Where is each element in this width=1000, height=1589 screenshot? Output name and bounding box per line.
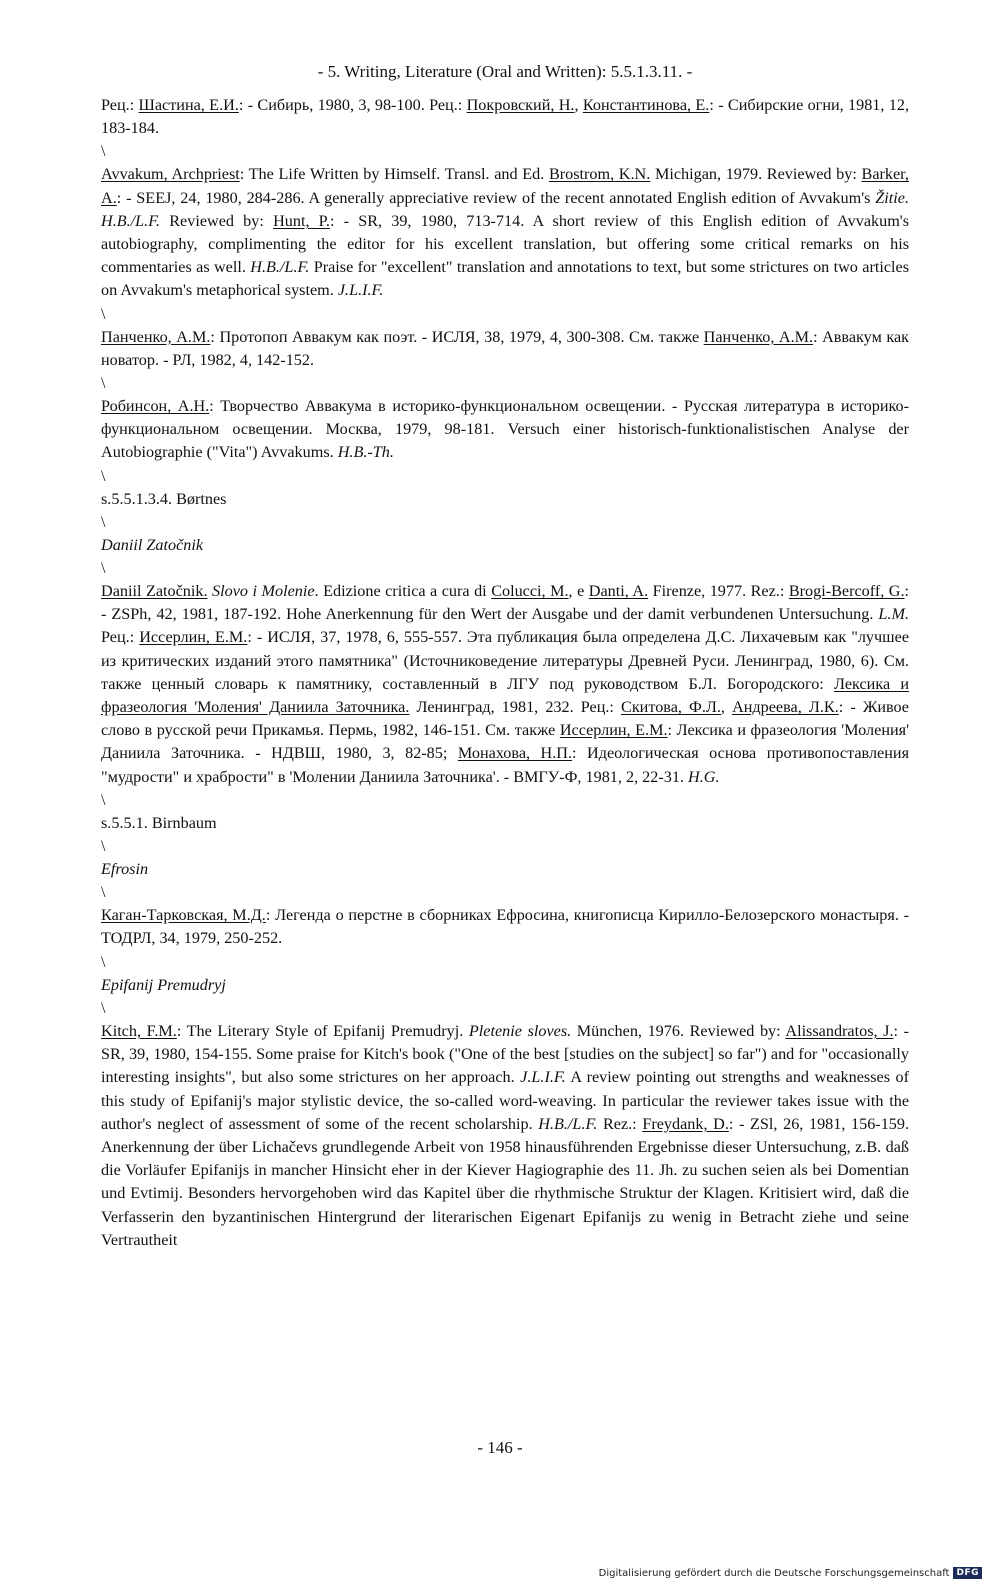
entry-text: : - SEEJ, 24, 1980, 284-286. A generally appreciative review of the recent annotated English edition of Avvakum's <box>116 188 876 207</box>
entry-text: : Идеологическая основа противопоставления "мудрости" и храбрости" в 'Молении Даниила Заточника'. - ВМГУ-Ф, 1981, 2, 22-31. <box>101 744 910 786</box>
entry-separator: \ <box>101 791 106 809</box>
entry-title-italic: Epifanij Premudryj <box>101 975 226 994</box>
entry-text: : The Literary Style of Epifanij Premudryj. <box>176 1021 469 1040</box>
bibliography-entry <box>101 326 909 372</box>
entry-text: : - Живое слово в русской речи Прикамья. Пермь, 1982, 146-151. См. также <box>101 698 909 740</box>
entry-text: München, 1976. Reviewed by: <box>571 1021 786 1040</box>
entry-text: : - SR, 39, 1980, 154-155. Some praise for Kitch's book ("One of the best [studies on the subject] so far") and for "occasionally interesting insights", but also some strictures on her approach. <box>101 1021 910 1087</box>
entry-author-link: Alissandratos, J. <box>785 1021 894 1040</box>
reviewer-signature: H.B./L.F. <box>250 258 310 277</box>
entry-author-link: Barker, A. <box>101 165 909 207</box>
entry-author-link: Андреева, Л.К. <box>732 698 839 717</box>
entry-text: Rez.: <box>597 1114 643 1133</box>
entry-author-link: Панченко, А.М. <box>101 327 211 346</box>
entry-author-link: Покровский, Н. <box>466 96 575 114</box>
bibliography-entry <box>101 812 909 835</box>
entry-text: : Протопоп Аввакум как поэт. - ИСЛЯ, 38, 1979, 4, 300-308. См. также <box>210 327 704 346</box>
page-number: - 146 - <box>477 1438 523 1457</box>
entry-text: s.5.5.1.3.4. Børtnes <box>101 489 227 508</box>
entry-text: : Творчество Аввакума в историко-функциональном освещении. - Русская литература в историко-функциональном освещении. Москва, 1979, 98-181. Versuch einer historisch-funktionalistischen Analyse der Autobiographie ("Vita") Avvakums. <box>101 397 910 462</box>
entry-text: , <box>720 698 733 717</box>
bibliography-entry <box>101 488 909 511</box>
reviewer-signature: H.B./L.F. <box>101 211 161 230</box>
entry-text: Michigan, 1979. Reviewed by: <box>650 165 862 184</box>
entry-text: , <box>574 96 583 114</box>
entry-author-link: Лексика и фразеология 'Моления' Даниила Заточника. <box>101 674 909 717</box>
entry-author-link: Робинсон, А.Н. <box>101 397 210 416</box>
entry-title-italic: Pletenie sloves. <box>468 1021 572 1040</box>
entry-text: : - SR, 39, 1980, 713-714. A short review of this English edition of Avvakum's autobiography, complimenting the editor for his excellent translation, but offering some critical remarks on his commentaries as well. <box>101 211 909 277</box>
entry-author-link: Шастина, Е.И. <box>138 96 239 114</box>
entry-author-link: Colucci, M. <box>491 582 569 601</box>
entry-title-italic: Efrosin <box>101 860 149 879</box>
reviewer-signature: H.B.-Th. <box>337 443 394 462</box>
entry-separator: \ <box>101 560 106 578</box>
bibliography-entry <box>101 974 909 997</box>
entry-text: : Аввакум как новатор. - РЛ, 1982, 4, 142-152. <box>101 327 910 369</box>
entry-author-link: Danti, A. <box>588 582 649 601</box>
entry-text: : - Сибирь, 1980, 3, 98-100. Рец.: <box>238 96 467 114</box>
entry-separator: \ <box>101 999 106 1017</box>
entry-text: Praise for "excellent" translation and annotations to text, but some strictures on two articles on Avvakum's metaphorical system. <box>101 258 909 300</box>
entry-text: : - ИСЛЯ, 37, 1978, 6, 555-557. Эта публикация была определена Д.С. Лихачевым как "лучшее из критических изданий этого памятника" (Источниковедение литературы Древней Руси. Ленинград, 1980, 6). См. также ценный словарь к памятнику, составленный в ЛГУ под руководством Б.Л. Богородского: <box>101 628 909 693</box>
entry-author-link: Монахова, Н.П. <box>457 744 573 763</box>
bibliography-entry <box>101 163 909 302</box>
reviewer-signature: L.M. <box>878 605 909 624</box>
entry-author-link: Brostrom, K.N. <box>548 165 651 184</box>
bibliography-entry <box>101 395 909 465</box>
entry-author-link: Brogi-Bercoff, G. <box>788 582 905 601</box>
entry-author-link: Daniil Zatočnik. <box>101 582 208 601</box>
entry-author-link: Hunt, P. <box>273 211 330 230</box>
entry-separator: \ <box>101 305 106 323</box>
entry-text: . Edizione critica a cura di <box>314 582 492 601</box>
reviewer-signature: J.L.I.F. <box>520 1068 566 1087</box>
footer-text: Digitalisierung gefördert durch die Deutsche Forschungsgemeinschaft <box>598 1567 950 1579</box>
entry-author-link: Avvakum, Archpriest <box>101 165 240 184</box>
bibliography-entry <box>101 858 909 881</box>
reviewer-signature: H.B./L.F. <box>538 1114 598 1133</box>
entry-author-link: Каган-Тарковская, М.Д. <box>101 906 266 925</box>
entry-separator: \ <box>101 375 106 393</box>
entry-author-link: Константинова, Е. <box>582 96 710 114</box>
entry-text: : The Life Written by Himself. Transl. and Ed. <box>239 165 549 184</box>
entry-text: Firenze, 1977. Rez.: <box>648 582 789 601</box>
entry-text: : - Сибирские огни, 1981, 12, 183-184. <box>101 96 910 138</box>
bibliography-entry <box>101 534 909 557</box>
entry-text: A review pointing out strengths and weaknesses of this study of Epifanij's major stylistic device, the so-called word-weaving. In particular the reviewer takes issue with the author's neglect of assessment of some of the recent scholarship. <box>101 1068 909 1133</box>
running-head: - 5. Writing, Literature (Oral and Written): 5.5.1.3.11. - <box>317 62 693 81</box>
entry-title-italic: Žitie. <box>875 188 909 207</box>
entry-author-link: Иссерлин, Е.М. <box>139 628 248 647</box>
entry-separator: \ <box>101 143 106 161</box>
entry-text: : - ZSPh, 42, 1981, 187-192. Hohe Anerkennung für den Wert der Ausgabe und der damit verbundenen Untersuchung. <box>101 582 910 624</box>
bibliography-entry <box>101 904 909 950</box>
entry-author-link: Kitch, F.M. <box>101 1021 177 1040</box>
entry-separator: \ <box>101 467 106 485</box>
bibliography-entry <box>101 1020 909 1252</box>
entry-separator: \ <box>101 838 106 856</box>
entry-text: s.5.5.1. Birnbaum <box>101 813 217 832</box>
digitization-footer <box>599 1567 982 1579</box>
bibliography-entries <box>101 94 909 1252</box>
entry-text: : Легенда о перстне в сборниках Ефросина, книгописца Кирилло-Белозерского монастыря. - ТОДРЛ, 34, 1979, 250-252. <box>101 906 909 948</box>
entry-text: : - ZSl, 26, 1981, 156-159. Anerkennung der über Lichačevs grundlegende Arbeit von 1958 hinausführenden Ergebnisse dieser Untersuchung, z.B. daß die Vorläufer Epifanijs in mancher Hinsicht eher in der Kiever Hagiographie des 11. Jh. zu suchen seien als bei Domentian und Evtimij. Besonders hervorgehoben wird das Kapitel über die rhythmische Struktur der Klagen. Kritisiert wird, daß die Verfasserin den byzantinischen Hintergrund der literarischen Eigenart Epifanijs zu wenig in Betracht ziehe und seine Vertrautheit <box>101 1114 910 1249</box>
entry-author-link: Freydank, D. <box>642 1114 729 1133</box>
entry-separator: \ <box>101 884 106 902</box>
entry-separator: \ <box>101 513 106 531</box>
entry-separator: \ <box>101 953 106 971</box>
entry-text: Рец.: <box>101 628 140 647</box>
bibliography-entry <box>101 94 909 140</box>
entry-author-link: Скитова, Ф.Л. <box>621 698 721 717</box>
entry-title-italic: Slovo i Molenie <box>212 582 315 601</box>
entry-author-link: Иссерлин, Е.М. <box>559 721 668 740</box>
entry-text: , e <box>568 582 589 601</box>
bibliography-entry <box>101 580 909 789</box>
entry-text: : Лексика и фразеология 'Моления' Даниила Заточника. - НДВШ, 1980, 3, 82-85; <box>101 721 910 763</box>
page-body <box>101 62 909 1252</box>
entry-author-link: Панченко, А.М. <box>703 327 814 346</box>
entry-title-italic: Daniil Zatočnik <box>101 535 204 554</box>
dfg-logo-icon: DFG <box>953 1567 982 1579</box>
reviewer-signature: J.L.I.F. <box>337 281 384 300</box>
reviewer-signature: H.G. <box>688 767 720 786</box>
entry-text: Рец.: <box>101 96 139 114</box>
entry-text: Ленинград, 1981, 232. Рец.: <box>409 698 622 717</box>
entry-text: Reviewed by: <box>160 211 274 230</box>
